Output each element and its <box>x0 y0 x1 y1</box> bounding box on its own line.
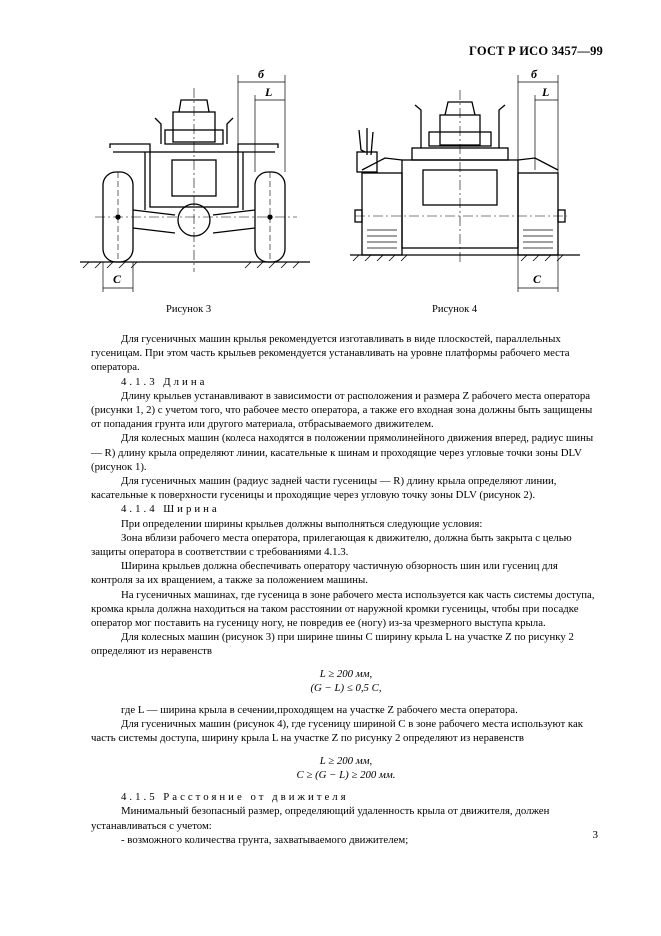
fig4-dim-c: C <box>533 272 542 286</box>
paragraph: Ширина крыльев должна обеспечивать оператору частичную обзорность шин или гусениц для контроля за их вращением, а также за положением машины. <box>91 560 558 587</box>
section-heading-4-1-4: 4.1.4 Ширина <box>121 503 220 516</box>
paragraph: При определении ширины крыльев должны выполняться следующие условия: <box>121 517 483 530</box>
figure-3-drawing <box>75 60 320 300</box>
paragraph: Длину крыльев устанавливают в зависимости от расположения и размера Z рабочего места оператора (рисунки 1, 2) с учетом того, что рабочее место оператора, а также его входная зона должны быть защищены от попадания грунта или другого материала, отбрасываемого движителем. <box>91 389 593 431</box>
body-text <box>91 332 601 847</box>
paragraph: - возможного количества грунта, захватываемого движителем; <box>121 833 409 846</box>
paragraph: где L — ширина крыла в сечении,проходящем на участке Z рабочего места оператора. <box>121 704 518 717</box>
formula-line: (G − L) ≤ 0,5 C, <box>310 681 382 694</box>
fig3-dim-b: б <box>258 67 264 81</box>
paragraph: На гусеничных машинах, где гусеница в зоне рабочего места используется как часть системы доступа, кромка крыла должна находиться на таком расстоянии от наружной кромки гусеницы, чтобы при посадке оператор мог поставить на гусеницу ногу, не повредив ее (ногу) из-за чрезмерного выступа крыла. <box>91 588 595 630</box>
paragraph: Для гусеничных машин крылья рекомендуется изготавливать в виде плоскостей, параллельных гусеницам. При этом часть крыльев рекомендуется устанавливать на уровне платформы рабочего места оператора. <box>91 333 570 374</box>
paragraph: Минимальный безопасный размер, определяющий удаленность крыла от движителя, должен устанавливаться с учетом: <box>91 805 550 832</box>
figure-4-caption: Рисунок 4 <box>432 304 478 315</box>
fig3-dim-l: L <box>265 85 273 99</box>
section-heading-4-1-3: 4.1.3 Длина <box>121 375 208 388</box>
paragraph: Зона вблизи рабочего места оператора, прилегающая к движителю, должна быть закрыта с целью защиты оператора в соответствии с требованиями 4.1.3. <box>91 531 572 559</box>
paragraph: Для колесных машин (рисунок 3) при ширине шины C ширину крыла L на участке Z по рисунку 2 определяют из неравенств <box>91 631 574 658</box>
paragraph: Для колесных машин (колеса находятся в положении прямолинейного движения вперед, радиус шины — R) длину крыла определяют линии, касательные к шинам и проходящие через угловые точки зоны DLV (рисунок 1). <box>91 432 594 473</box>
fig3-dim-c: C <box>113 272 122 286</box>
paragraph: Для гусеничных машин (рисунок 4), где гусеницу шириной C в зоне рабочего места используют как часть системы доступа, ширину крыла L на участке Z по рисунку 2 определяют из неравенств <box>91 718 583 745</box>
figure-4-drawing <box>345 60 585 300</box>
formula-line: L ≥ 200 мм, <box>319 754 373 767</box>
fig4-dim-l: L <box>542 85 550 99</box>
page-number: 3 <box>592 829 598 841</box>
formula-line: L ≥ 200 мм, <box>319 667 373 680</box>
page-header: ГОСТ Р ИСО 3457—99 <box>469 44 603 58</box>
formula-line: C ≥ (G − L) ≥ 200 мм. <box>296 768 396 781</box>
figure-3-caption: Рисунок 3 <box>166 304 212 315</box>
fig4-dim-b: б <box>531 67 537 81</box>
section-heading-4-1-5: 4.1.5 Расстояние от движителя <box>121 791 349 804</box>
paragraph: Для гусеничных машин (радиус задней части гусеницы — R) длину крыла определяют линии, касательные к поверхности гусеницы и проходящие через угловую точку зоны DLV (рисунок 2). <box>91 475 557 502</box>
